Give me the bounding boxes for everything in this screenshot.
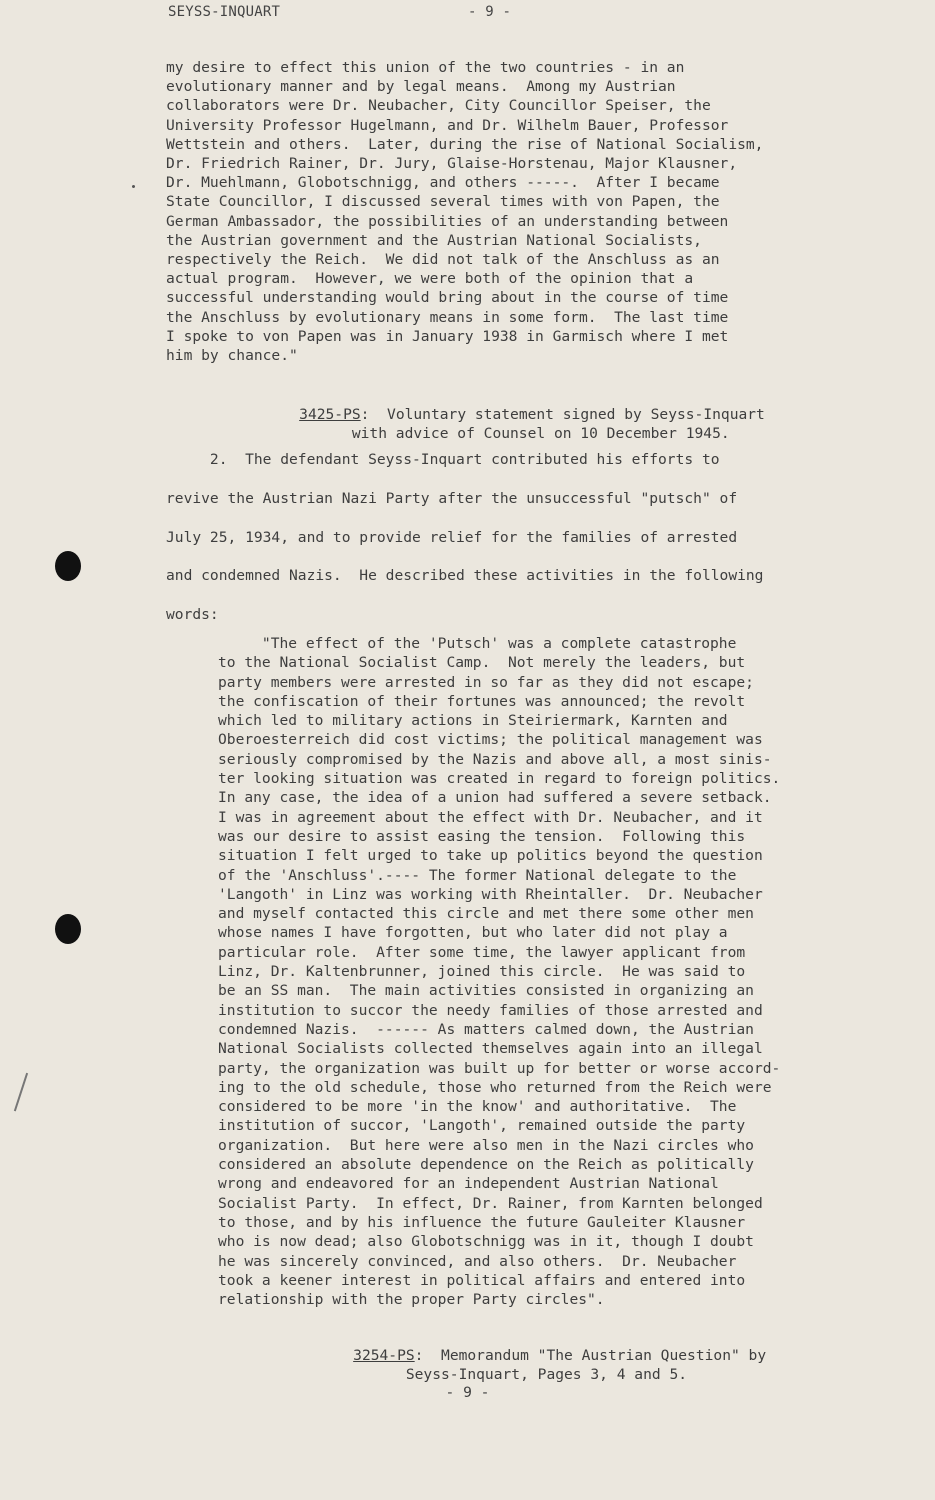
text-line: words:: [166, 606, 219, 624]
text-line: ing to the old schedule, those who returned from the Reich were: [218, 1078, 772, 1096]
text-line: Dr. Muehlmann, Globotschnigg, and others -----. After I became: [166, 174, 720, 192]
text-line: successful understanding would bring about in the course of time: [166, 289, 729, 307]
text-line: actual program. However, we were both of the opinion that a: [166, 270, 694, 288]
punch-hole-lower: [55, 914, 81, 944]
text-line: German Ambassador, the possibilities of an understanding between: [166, 212, 729, 230]
text-line: 'Langoth' in Linz was working with Rheintaller. Dr. Neubacher: [218, 885, 763, 903]
text-line: be an SS man. The main activities consisted in organizing an: [218, 982, 754, 1000]
quoted-statement: [218, 634, 780, 1309]
text-line: party, the organization was built up for better or worse accord-: [218, 1059, 781, 1077]
citation-1-text: Voluntary statement signed by Seyss-Inquart with advice of Counsel on 10 December 1945.: [351, 405, 765, 442]
text-line: institution of succor, 'Langoth', remained outside the party: [218, 1117, 746, 1135]
text-line: evolutionary manner and by legal means. Among my Austrian: [166, 78, 676, 96]
text-line: the Austrian government and the Austrian National Socialists,: [166, 231, 702, 249]
text-line: the Anschluss by evolutionary means in some form. The last time: [166, 308, 729, 326]
text-line: party members were arrested in so far as they did not escape;: [218, 673, 754, 691]
text-line: took a keener interest in political affairs and entered into: [218, 1271, 746, 1289]
header-page-marker: - 9 -: [468, 4, 512, 20]
page-footer: - 9 -: [445, 1384, 490, 1401]
citation-1-colon: :: [360, 405, 388, 423]
text-line: ter looking situation was created in regard to foreign politics.: [218, 770, 781, 788]
text-line: seriously compromised by the Nazis and above all, a most sinis-: [218, 750, 772, 768]
text-line: Socialist Party. In effect, Dr. Rainer, from Karnten belonged: [218, 1194, 763, 1212]
text-line: particular role. After some time, the lawyer applicant from: [218, 943, 746, 961]
text-line: was our desire to assist easing the tension. Following this: [218, 827, 746, 845]
text-line: organization. But here were also men in the Nazi circles who: [218, 1136, 754, 1154]
text-line: National Socialists collected themselves again into an illegal: [218, 1040, 763, 1058]
text-line: Wettstein and others. Later, during the rise of National Socialism,: [166, 135, 764, 153]
text-line: Dr. Friedrich Rainer, Dr. Jury, Glaise-Horstenau, Major Klausner,: [166, 155, 738, 173]
text-line: 2. The defendant Seyss-Inquart contributed his efforts to: [166, 451, 720, 468]
text-line: July 25, 1934, and to provide relief for the families of arrested: [166, 528, 738, 546]
text-line: condemned Nazis. ------ As matters calmed down, the Austrian: [218, 1020, 754, 1038]
text-line: considered an absolute dependence on the Reich as politically: [218, 1156, 754, 1174]
citation-1-ref: 3425-PS: [299, 405, 361, 423]
citation-2-colon: :: [414, 1346, 442, 1364]
margin-dot-mark: [132, 185, 136, 189]
citation-2-text: Memorandum "The Austrian Question" by Seyss-Inquart, Pages 3, 4 and 5.: [405, 1346, 767, 1383]
text-line: State Councillor, I discussed several times with von Papen, the: [166, 193, 720, 211]
text-line: "The effect of the 'Putsch' was a complete catastrophe: [218, 635, 737, 652]
paragraph-2: [166, 441, 763, 635]
page-header: [168, 4, 512, 20]
text-line: the confiscation of their fortunes was announced; the revolt: [218, 692, 746, 710]
text-line: relationship with the proper Party circles".: [218, 1291, 605, 1309]
text-line: collaborators were Dr. Neubacher, City Councillor Speiser, the: [166, 97, 711, 115]
header-title: SEYSS-INQUART: [168, 4, 281, 20]
punch-hole-upper: [55, 551, 81, 581]
text-line: and myself contacted this circle and met there some other men: [218, 905, 754, 923]
text-line: considered to be more 'in the know' and authoritative. The: [218, 1098, 737, 1116]
citation-2-ref: 3254-PS: [353, 1346, 415, 1364]
text-line: respectively the Reich. We did not talk of the Anschluss as an: [166, 251, 720, 269]
text-line: institution to succor the needy families of those arrested and: [218, 1001, 763, 1019]
text-line: revive the Austrian Nazi Party after the unsuccessful "putsch" of: [166, 489, 738, 507]
text-line: situation I felt urged to take up politics beyond the question: [218, 847, 763, 865]
text-line: wrong and endeavored for an independent Austrian National: [218, 1175, 719, 1193]
text-line: and condemned Nazis. He described these activities in the following: [166, 567, 764, 585]
text-line: who is now dead; also Globotschnigg was in it, though I doubt: [218, 1233, 754, 1251]
paragraph-1: [166, 58, 763, 365]
text-line: he was sincerely convinced, and also others. Dr. Neubacher: [218, 1252, 737, 1270]
text-line: my desire to effect this union of the two countries - in an: [166, 59, 685, 76]
text-line: to those, and by his influence the future Gauleiter Klausner: [218, 1213, 746, 1231]
text-line: whose names I have forgotten, but who later did not play a: [218, 924, 728, 942]
text-line: of the 'Anschluss'.---- The former National delegate to the: [218, 866, 737, 884]
text-line: him by chance.": [166, 347, 298, 365]
text-line: In any case, the idea of a union had suffered a severe setback.: [218, 789, 772, 807]
text-line: I spoke to von Papen was in January 1938 in Garmisch where I met: [166, 327, 729, 345]
text-line: I was in agreement about the effect with Dr. Neubacher, and it: [218, 808, 763, 826]
text-line: University Professor Hugelmann, and Dr. Wilhelm Bauer, Professor: [166, 116, 729, 134]
margin-pencil-mark: [14, 1073, 28, 1112]
text-line: which led to military actions in Steiriermark, Karnten and: [218, 712, 728, 730]
text-line: Linz, Dr. Kaltenbrunner, joined this circle. He was said to: [218, 963, 746, 981]
text-line: Oberoesterreich did cost victims; the political management was: [218, 731, 763, 749]
text-line: to the National Socialist Camp. Not merely the leaders, but: [218, 654, 746, 672]
